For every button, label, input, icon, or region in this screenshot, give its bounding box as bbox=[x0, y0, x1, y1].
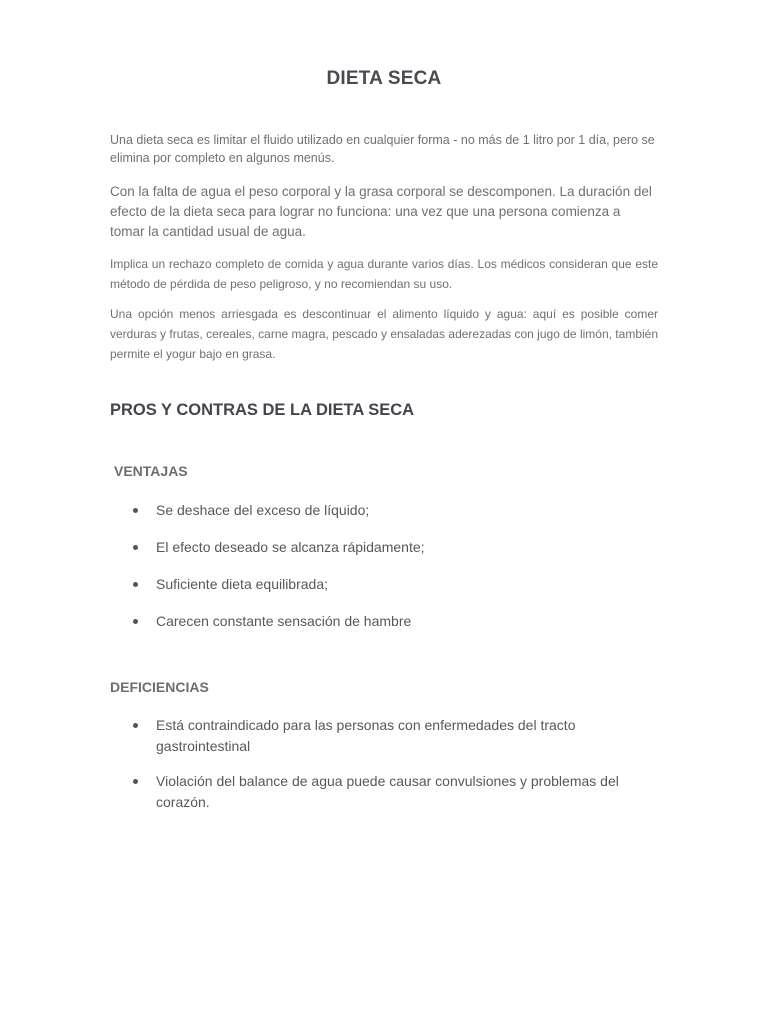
bullet-icon bbox=[133, 723, 138, 728]
section-heading-pros-contras: PROS Y CONTRAS DE LA DIETA SECA bbox=[110, 401, 415, 419]
list-item-text: Violación del balance de agua puede causar convulsiones y problemas del corazón. bbox=[156, 773, 619, 810]
paragraph-alternative: Una opción menos arriesgada es descontinuar el alimento líquido y agua: aquí es posible comer verduras y frutas, cereales, carne magra, pescado y ensaladas aderezadas con jugo de limón, también permite el yogur bajo en grasa. bbox=[110, 307, 658, 361]
bullet-icon bbox=[133, 582, 138, 587]
list-item-text: Carecen constante sensación de hambre bbox=[156, 613, 412, 629]
list-item bbox=[110, 771, 670, 813]
bullet-icon bbox=[133, 508, 138, 513]
list-item bbox=[110, 537, 670, 558]
bullet-icon bbox=[133, 779, 138, 784]
deficiencias-heading: DEFICIENCIAS bbox=[110, 679, 209, 695]
list-item bbox=[110, 574, 670, 595]
list-item-text: El efecto deseado se alcanza rápidamente; bbox=[156, 539, 425, 555]
deficiencias-list bbox=[110, 715, 670, 827]
list-item bbox=[110, 500, 670, 521]
document-title: DIETA SECA bbox=[326, 68, 442, 89]
list-item-text: Está contraindicado para las personas con enfermedades del tracto gastrointestinal bbox=[156, 717, 576, 754]
bullet-icon bbox=[133, 545, 138, 550]
paragraph-warning: Implica un rechazo completo de comida y agua durante varios días. Los médicos consideran que este método de pérdida de peso peligroso, y no recomiendan su uso. bbox=[110, 257, 658, 291]
paragraph-effect: Con la falta de agua el peso corporal y la grasa corporal se descomponen. La duración del efecto de la dieta seca para lograr no funciona: una vez que una persona comienza a tomar la cantidad usual de agua. bbox=[110, 184, 652, 239]
bullet-icon bbox=[133, 619, 138, 624]
paragraph-intro: Una dieta seca es limitar el fluido utilizado en cualquier forma - no más de 1 litro por 1 día, pero se elimina por completo en algunos menús. bbox=[110, 133, 655, 165]
ventajas-heading: VENTAJAS bbox=[114, 463, 188, 479]
ventajas-list bbox=[110, 500, 670, 648]
list-item-text: Se deshace del exceso de líquido; bbox=[156, 502, 370, 518]
list-item bbox=[110, 715, 670, 757]
list-item-text: Suficiente dieta equilibrada; bbox=[156, 576, 329, 592]
list-item bbox=[110, 611, 670, 632]
